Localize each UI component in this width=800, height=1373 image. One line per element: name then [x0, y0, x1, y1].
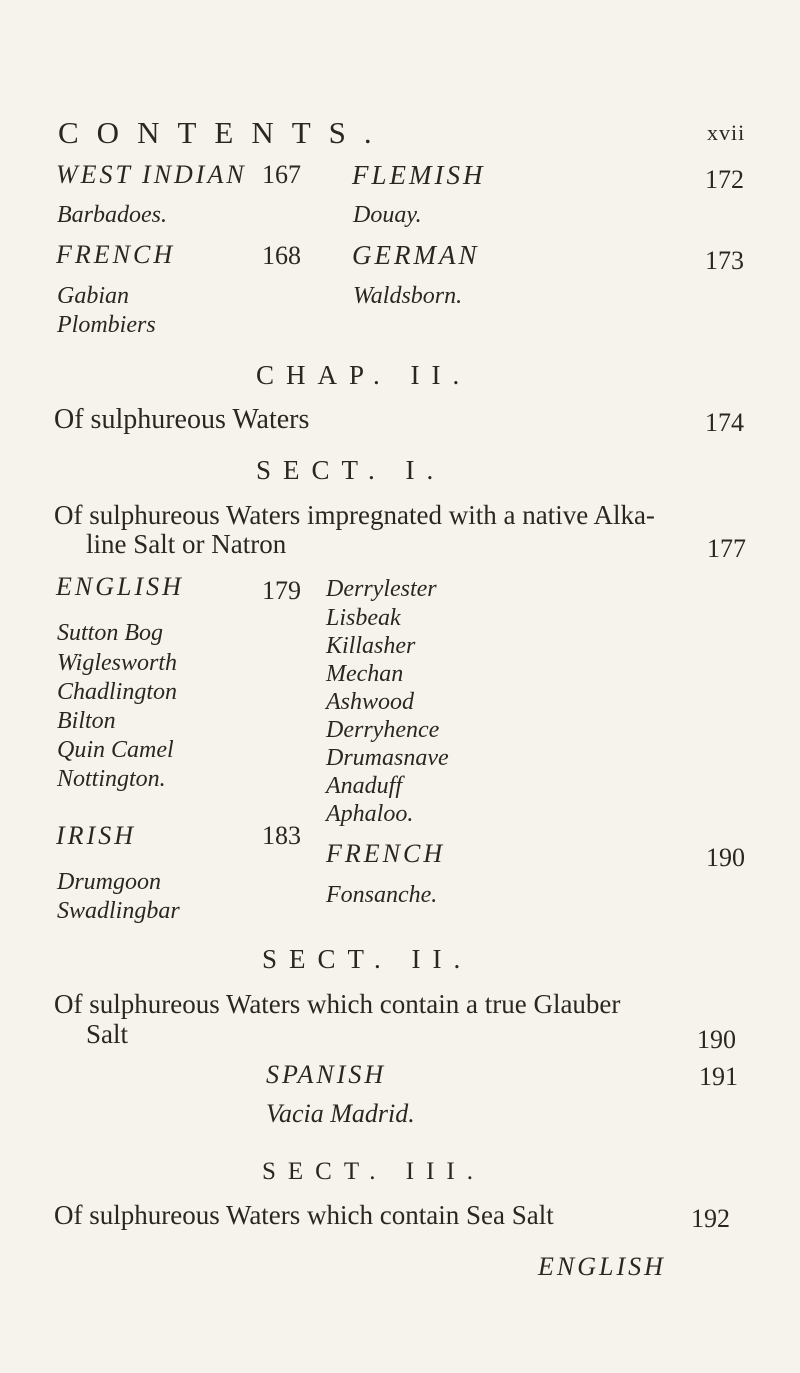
place-fonsanche: Fonsanche.	[326, 882, 438, 908]
place-derryhence: Derryhence	[326, 717, 440, 743]
place-mechan: Mechan	[326, 661, 404, 687]
section-title-sect-2-line-2: Salt	[86, 1019, 129, 1049]
section-heading-sect-2: SECT. II.	[262, 944, 473, 974]
place-drumgoon: Drumgoon	[57, 869, 162, 895]
place-derrylester: Derrylester	[326, 576, 437, 602]
section-heading-flemish: FLEMISH	[352, 160, 486, 190]
place-vacia-madrid: Vacia Madrid.	[266, 1099, 415, 1128]
section-heading-west-indian: WEST INDIAN	[56, 160, 247, 189]
place-lisbeak: Lisbeak	[326, 605, 401, 631]
chapter-title: Of sulphureous Waters	[54, 404, 310, 435]
place-swadlingbar: Swadlingbar	[57, 898, 180, 924]
place-ashwood: Ashwood	[326, 689, 415, 715]
catchword: ENGLISH	[538, 1252, 666, 1281]
page-ref-irish: 183	[262, 821, 301, 850]
place-sutton-bog: Sutton Bog	[57, 620, 163, 646]
page-ref-english: 179	[262, 576, 301, 605]
page-ref-flemish: 172	[705, 165, 744, 194]
section-heading-sect-1: SECT. I.	[256, 455, 446, 485]
place-drumasnave: Drumasnave	[326, 745, 449, 771]
place-nottington: Nottington.	[57, 766, 166, 792]
place-gabian: Gabian	[57, 283, 129, 309]
page-title: CONTENTS.	[58, 115, 390, 150]
chapter-page: 174	[705, 408, 744, 437]
chapter-heading: CHAP. II.	[256, 360, 472, 390]
page-ref-spanish: 191	[699, 1062, 738, 1091]
section-page-sect-3: 192	[691, 1204, 730, 1233]
place-quin-camel: Quin Camel	[57, 737, 174, 763]
place-waldsborn: Waldsborn.	[353, 283, 463, 309]
section-title-sect-1-line-1: Of sulphureous Waters impregnated with a native Alka-	[54, 500, 655, 530]
page-number: xvii	[707, 120, 746, 145]
place-wiglesworth: Wiglesworth	[57, 650, 178, 676]
section-page-sect-1: 177	[707, 534, 746, 563]
place-douay: Douay.	[353, 202, 422, 228]
section-heading-irish: IRISH	[56, 821, 136, 850]
place-plombiers: Plombiers	[57, 312, 156, 338]
place-bilton: Bilton	[57, 708, 116, 734]
page-ref-german: 173	[705, 246, 744, 275]
section-heading-german: GERMAN	[352, 240, 480, 270]
page-ref-west-indian: 167	[262, 160, 301, 189]
section-title-sect-2-line-1: Of sulphureous Waters which contain a true Glauber	[54, 989, 621, 1019]
page-ref-french-top: 168	[262, 241, 301, 270]
section-heading-english: ENGLISH	[56, 572, 184, 601]
place-chadlington: Chadlington	[57, 679, 178, 705]
place-barbadoes: Barbadoes.	[57, 202, 167, 228]
section-heading-spanish: SPANISH	[266, 1060, 387, 1089]
page-ref-french-sect-1: 190	[706, 843, 745, 872]
section-heading-sect-3: SECT. III.	[262, 1158, 485, 1185]
place-killasher: Killasher	[326, 633, 416, 659]
section-title-sect-1-line-2: line Salt or Natron	[86, 529, 287, 559]
place-aphaloo: Aphaloo.	[326, 801, 414, 827]
section-heading-french-sect-1: FRENCH	[326, 839, 446, 868]
section-page-sect-2: 190	[697, 1025, 736, 1054]
section-heading-french-top: FRENCH	[56, 240, 176, 269]
section-title-sect-3: Of sulphureous Waters which contain Sea Salt	[54, 1200, 554, 1230]
place-anaduff: Anaduff	[326, 773, 402, 799]
